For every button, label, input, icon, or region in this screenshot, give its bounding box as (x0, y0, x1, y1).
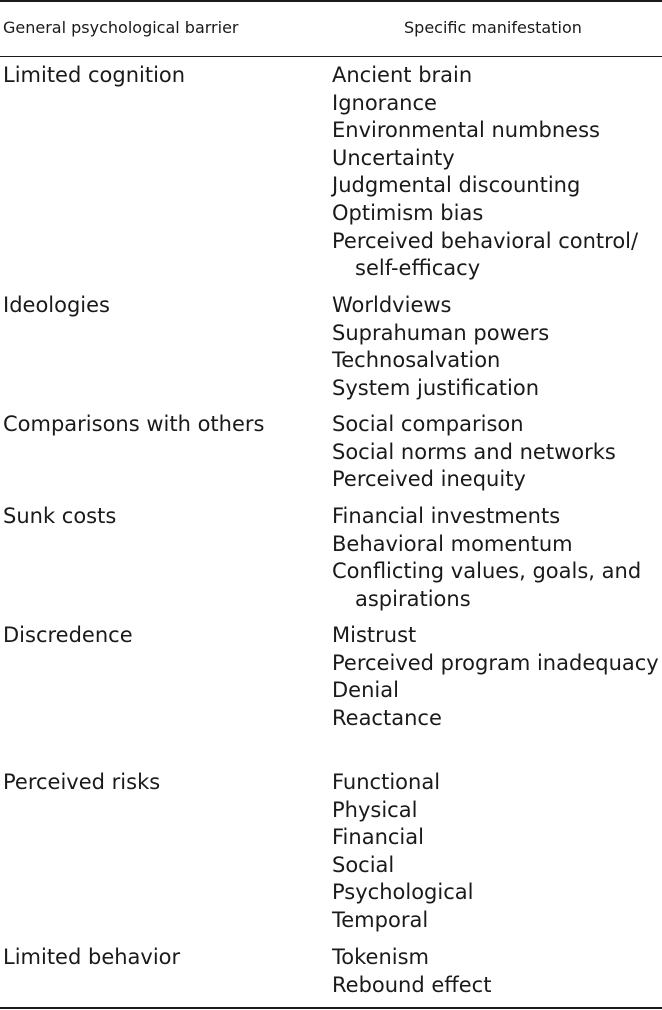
manifestation-item: Ignorance (332, 90, 437, 115)
barrier-label: Comparisons with others (3, 412, 265, 436)
manifestation-item: Behavioral momentum (332, 531, 573, 556)
table-bottom-rule (0, 1007, 662, 1009)
manifestation-item: Physical (332, 797, 418, 822)
manifestation-item: Financial (332, 825, 424, 850)
manifestation-item: Financial investments (332, 504, 561, 528)
barrier-label: Limited cognition (3, 63, 186, 87)
manifestation-item: Temporal (332, 907, 429, 932)
manifestation-item: Functional (332, 770, 441, 794)
barrier-label: Discredence (3, 623, 133, 647)
column-header-barrier: General psychological barrier (3, 18, 239, 37)
manifestation-list (332, 944, 662, 999)
manifestation-list (332, 622, 662, 732)
column-header-manifestation: Specific manifestation (404, 18, 582, 37)
manifestation-item: Social (332, 852, 395, 877)
manifestation-item: Worldviews (332, 293, 452, 317)
manifestation-list (332, 503, 662, 613)
manifestation-item: System justification (332, 375, 540, 400)
manifestation-list (332, 292, 662, 402)
barrier-label: Ideologies (3, 293, 110, 317)
barrier-label: Sunk costs (3, 504, 117, 528)
manifestation-item: Psychological (332, 880, 474, 905)
manifestation-item: Perceived inequity (332, 467, 526, 492)
manifestation-item: Reactance (332, 705, 442, 730)
barrier-label: Limited behavior (3, 945, 181, 969)
manifestation-item: Uncertainty (332, 145, 455, 170)
manifestation-list (332, 411, 662, 494)
manifestation-item: Conflicting values, goals, and aspirations (332, 559, 642, 611)
manifestation-item: Perceived behavioral control/ self-efficacy (332, 228, 639, 281)
manifestation-item: Optimism bias (332, 200, 484, 225)
manifestation-item: Perceived program inadequacy (332, 650, 659, 675)
table-top-rule (0, 0, 662, 2)
manifestation-item: Denial (332, 678, 399, 703)
manifestation-list (332, 62, 662, 283)
manifestation-item: Social norms and networks (332, 439, 616, 464)
barrier-label: Perceived risks (3, 770, 161, 794)
manifestation-item: Environmental numbness (332, 118, 600, 143)
manifestation-item: Technosalvation (332, 348, 501, 373)
manifestation-item: Suprahuman powers (332, 320, 550, 345)
manifestation-item: Tokenism (332, 945, 429, 969)
manifestation-item: Rebound effect (332, 972, 492, 997)
manifestation-item: Judgmental discounting (332, 173, 581, 198)
manifestation-list (332, 769, 662, 935)
manifestation-item: Mistrust (332, 623, 417, 647)
table-header-rule (0, 56, 662, 57)
manifestation-item: Ancient brain (332, 63, 473, 87)
manifestation-item: Social comparison (332, 412, 524, 436)
